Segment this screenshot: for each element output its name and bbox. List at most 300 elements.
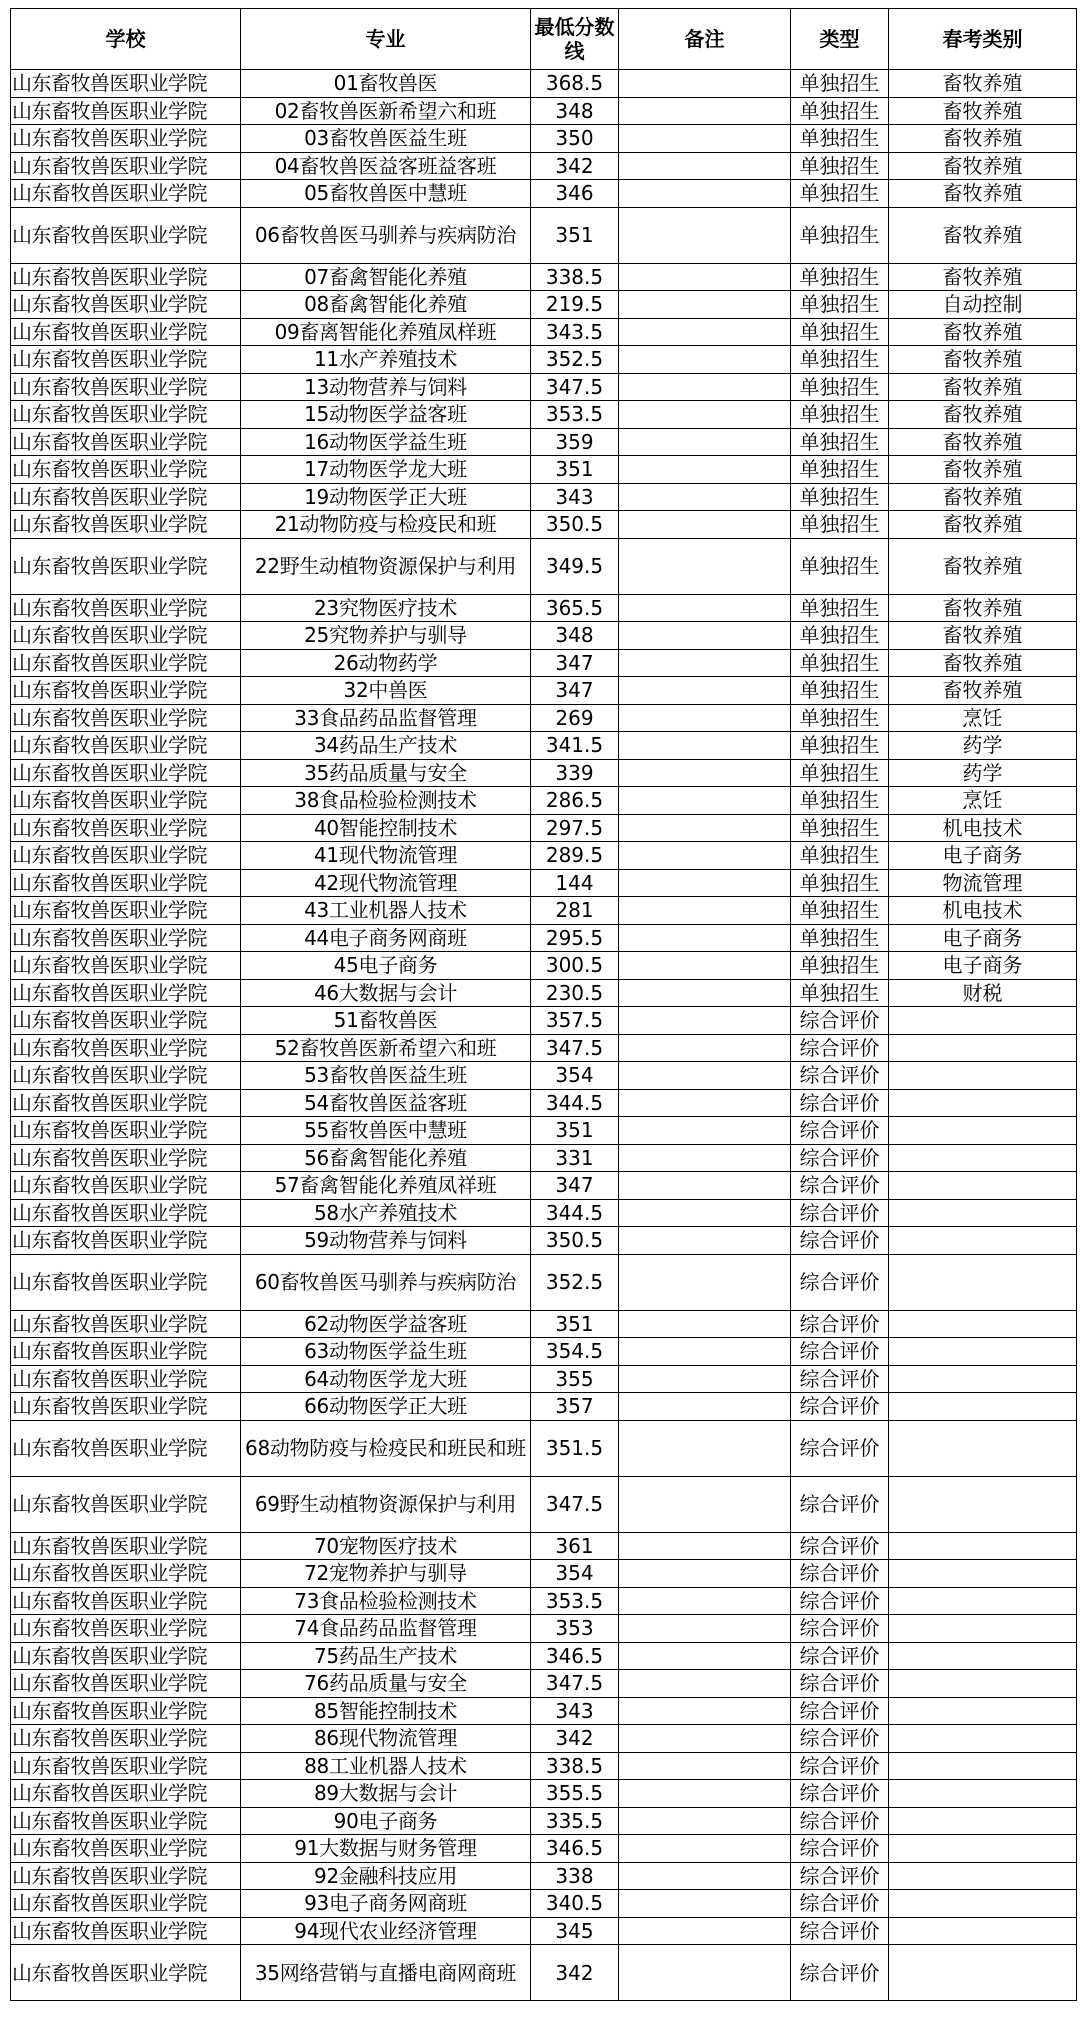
cell-remark [619, 207, 791, 263]
cell-school: 山东畜牧兽医职业学院 [11, 456, 241, 484]
cell-category [889, 1945, 1077, 2001]
cell-category: 畜牧养殖 [889, 180, 1077, 208]
cell-score: 340.5 [531, 1890, 619, 1918]
cell-school: 山东畜牧兽医职业学院 [11, 538, 241, 594]
cell-major: 89大数据与会计 [241, 1780, 531, 1808]
cell-score: 357.5 [531, 1007, 619, 1035]
cell-remark [619, 1697, 791, 1725]
table-body [11, 70, 1077, 2001]
cell-type: 单独招生 [791, 346, 889, 374]
cell-type: 综合评价 [791, 1199, 889, 1227]
cell-type: 单独招生 [791, 373, 889, 401]
cell-category: 畜牧养殖 [889, 152, 1077, 180]
cell-major: 15动物医学益客班 [241, 401, 531, 429]
table-row [11, 125, 1077, 153]
table-row [11, 842, 1077, 870]
cell-score: 353.5 [531, 1587, 619, 1615]
cell-type: 综合评价 [791, 1476, 889, 1532]
cell-category: 电子商务 [889, 924, 1077, 952]
table-row [11, 1227, 1077, 1255]
table-row [11, 1752, 1077, 1780]
table-row [11, 1007, 1077, 1035]
table-row [11, 869, 1077, 897]
cell-remark [619, 152, 791, 180]
cell-score: 344.5 [531, 1199, 619, 1227]
cell-major: 70宠物医疗技术 [241, 1532, 531, 1560]
table-row [11, 1780, 1077, 1808]
table-row [11, 1254, 1077, 1310]
cell-remark [619, 1835, 791, 1863]
cell-major: 91大数据与财务管理 [241, 1835, 531, 1863]
cell-school: 山东畜牧兽医职业学院 [11, 1144, 241, 1172]
cell-type: 单独招生 [791, 594, 889, 622]
cell-major: 13动物营养与饲料 [241, 373, 531, 401]
cell-type: 单独招生 [791, 263, 889, 291]
table-row [11, 346, 1077, 374]
cell-type: 单独招生 [791, 152, 889, 180]
cell-type: 综合评价 [791, 1752, 889, 1780]
table-row [11, 1338, 1077, 1366]
cell-major: 25究物养护与驯导 [241, 622, 531, 650]
cell-score: 335.5 [531, 1807, 619, 1835]
cell-score: 348 [531, 622, 619, 650]
cell-type: 单独招生 [791, 97, 889, 125]
cell-score: 346.5 [531, 1642, 619, 1670]
cell-major: 94现代农业经济管理 [241, 1917, 531, 1945]
cell-score: 331 [531, 1144, 619, 1172]
table-row [11, 1393, 1077, 1421]
cell-school: 山东畜牧兽医职业学院 [11, 263, 241, 291]
cell-school: 山东畜牧兽医职业学院 [11, 1365, 241, 1393]
cell-remark [619, 1254, 791, 1310]
cell-score: 354 [531, 1560, 619, 1588]
cell-type: 单独招生 [791, 979, 889, 1007]
table-row [11, 97, 1077, 125]
cell-type: 单独招生 [791, 511, 889, 539]
cell-remark [619, 1670, 791, 1698]
table-row [11, 1034, 1077, 1062]
cell-score: 144 [531, 869, 619, 897]
cell-category [889, 1227, 1077, 1255]
table-row [11, 1807, 1077, 1835]
cell-category [889, 1780, 1077, 1808]
cell-category: 烹饪 [889, 704, 1077, 732]
cell-school: 山东畜牧兽医职业学院 [11, 1670, 241, 1698]
cell-major: 52畜牧兽医新希望六和班 [241, 1034, 531, 1062]
cell-remark [619, 318, 791, 346]
cell-type: 单独招生 [791, 897, 889, 925]
cell-major: 35网络营销与直播电商网商班 [241, 1945, 531, 2001]
cell-remark [619, 1172, 791, 1200]
cell-category: 机电技术 [889, 897, 1077, 925]
table-row [11, 180, 1077, 208]
table-row [11, 924, 1077, 952]
cell-major: 75药品生产技术 [241, 1642, 531, 1670]
cell-remark [619, 1476, 791, 1532]
cell-category: 畜牧养殖 [889, 511, 1077, 539]
cell-category [889, 1725, 1077, 1753]
cell-school: 山东畜牧兽医职业学院 [11, 1034, 241, 1062]
cell-category: 畜牧养殖 [889, 649, 1077, 677]
cell-school: 山东畜牧兽医职业学院 [11, 1007, 241, 1035]
table-row [11, 538, 1077, 594]
cell-school: 山东畜牧兽医职业学院 [11, 70, 241, 98]
cell-remark [619, 97, 791, 125]
table-row [11, 511, 1077, 539]
cell-score: 368.5 [531, 70, 619, 98]
cell-type: 单独招生 [791, 318, 889, 346]
table-row [11, 1642, 1077, 1670]
cell-remark [619, 1752, 791, 1780]
cell-school: 山东畜牧兽医职业学院 [11, 1199, 241, 1227]
cell-remark [619, 594, 791, 622]
cell-type: 单独招生 [791, 622, 889, 650]
cell-type: 综合评价 [791, 1310, 889, 1338]
cell-major: 34药品生产技术 [241, 732, 531, 760]
cell-score: 342 [531, 1945, 619, 2001]
cell-remark [619, 1062, 791, 1090]
cell-type: 综合评价 [791, 1393, 889, 1421]
cell-major: 55畜牧兽医中慧班 [241, 1117, 531, 1145]
table-row [11, 1862, 1077, 1890]
cell-major: 09畜离智能化养殖凤样班 [241, 318, 531, 346]
cell-type: 单独招生 [791, 428, 889, 456]
cell-score: 338.5 [531, 263, 619, 291]
table-row [11, 1144, 1077, 1172]
cell-type: 综合评价 [791, 1365, 889, 1393]
table-row [11, 1587, 1077, 1615]
table-row [11, 207, 1077, 263]
cell-school: 山东畜牧兽医职业学院 [11, 346, 241, 374]
table-row [11, 401, 1077, 429]
cell-category: 畜牧养殖 [889, 70, 1077, 98]
table-row [11, 897, 1077, 925]
table-row [11, 318, 1077, 346]
cell-type: 单独招生 [791, 814, 889, 842]
table-row [11, 1310, 1077, 1338]
table-row [11, 1532, 1077, 1560]
cell-remark [619, 1420, 791, 1476]
cell-type: 综合评价 [791, 1807, 889, 1835]
cell-major: 06畜牧兽医马驯养与疾病防治 [241, 207, 531, 263]
cell-category [889, 1199, 1077, 1227]
cell-major: 73食品检验检测技术 [241, 1587, 531, 1615]
cell-score: 297.5 [531, 814, 619, 842]
cell-school: 山东畜牧兽医职业学院 [11, 1420, 241, 1476]
table-row [11, 814, 1077, 842]
cell-remark [619, 1089, 791, 1117]
cell-score: 355 [531, 1365, 619, 1393]
cell-category: 畜牧养殖 [889, 538, 1077, 594]
cell-major: 21动物防疫与检疫民和班 [241, 511, 531, 539]
cell-major: 64动物医学龙大班 [241, 1365, 531, 1393]
cell-remark [619, 538, 791, 594]
cell-remark [619, 1807, 791, 1835]
table-row [11, 677, 1077, 705]
cell-score: 338.5 [531, 1752, 619, 1780]
header-remarks: 备注 [619, 9, 791, 70]
cell-category [889, 1089, 1077, 1117]
cell-major: 93电子商务网商班 [241, 1890, 531, 1918]
cell-school: 山东畜牧兽医职业学院 [11, 1917, 241, 1945]
cell-school: 山东畜牧兽医职业学院 [11, 1338, 241, 1366]
cell-category [889, 1172, 1077, 1200]
cell-score: 347.5 [531, 373, 619, 401]
cell-category [889, 1835, 1077, 1863]
cell-score: 346.5 [531, 1835, 619, 1863]
cell-school: 山东畜牧兽医职业学院 [11, 622, 241, 650]
cell-score: 343 [531, 1697, 619, 1725]
cell-major: 58水产养殖技术 [241, 1199, 531, 1227]
cell-score: 219.5 [531, 291, 619, 319]
cell-remark [619, 979, 791, 1007]
cell-school: 山东畜牧兽医职业学院 [11, 318, 241, 346]
cell-major: 54畜牧兽医益客班 [241, 1089, 531, 1117]
table-row [11, 1697, 1077, 1725]
cell-school: 山东畜牧兽医职业学院 [11, 1227, 241, 1255]
cell-school: 山东畜牧兽医职业学院 [11, 1642, 241, 1670]
cell-school: 山东畜牧兽医职业学院 [11, 152, 241, 180]
cell-score: 286.5 [531, 787, 619, 815]
cell-major: 35药品质量与安全 [241, 759, 531, 787]
cell-remark [619, 677, 791, 705]
cell-remark [619, 346, 791, 374]
cell-score: 357 [531, 1393, 619, 1421]
cell-school: 山东畜牧兽医职业学院 [11, 1697, 241, 1725]
cell-major: 60畜牧兽医马驯养与疾病防治 [241, 1254, 531, 1310]
cell-school: 山东畜牧兽医职业学院 [11, 483, 241, 511]
cell-remark [619, 1117, 791, 1145]
cell-score: 351 [531, 207, 619, 263]
cell-remark [619, 1007, 791, 1035]
cell-remark [619, 924, 791, 952]
cell-major: 23究物医疗技术 [241, 594, 531, 622]
table-row [11, 263, 1077, 291]
cell-type: 单独招生 [791, 732, 889, 760]
cell-type: 单独招生 [791, 401, 889, 429]
cell-type: 单独招生 [791, 483, 889, 511]
cell-school: 山东畜牧兽医职业学院 [11, 869, 241, 897]
cell-type: 综合评价 [791, 1089, 889, 1117]
cell-school: 山东畜牧兽医职业学院 [11, 1172, 241, 1200]
cell-type: 单独招生 [791, 291, 889, 319]
cell-school: 山东畜牧兽医职业学院 [11, 511, 241, 539]
cell-category [889, 1476, 1077, 1532]
cell-school: 山东畜牧兽医职业学院 [11, 1254, 241, 1310]
cell-remark [619, 842, 791, 870]
cell-school: 山东畜牧兽医职业学院 [11, 401, 241, 429]
cell-category [889, 1670, 1077, 1698]
cell-major: 72宠物养护与驯导 [241, 1560, 531, 1588]
cell-school: 山东畜牧兽医职业学院 [11, 1117, 241, 1145]
cell-category: 畜牧养殖 [889, 456, 1077, 484]
cell-major: 69野生动植物资源保护与利用 [241, 1476, 531, 1532]
cell-school: 山东畜牧兽医职业学院 [11, 924, 241, 952]
cell-remark [619, 1917, 791, 1945]
cell-remark [619, 814, 791, 842]
cell-type: 综合评价 [791, 1615, 889, 1643]
cell-major: 42现代物流管理 [241, 869, 531, 897]
cell-remark [619, 1532, 791, 1560]
cell-category [889, 1862, 1077, 1890]
cell-major: 22野生动植物资源保护与利用 [241, 538, 531, 594]
cell-type: 综合评价 [791, 1670, 889, 1698]
cell-category [889, 1254, 1077, 1310]
cell-school: 山东畜牧兽医职业学院 [11, 1560, 241, 1588]
cell-remark [619, 401, 791, 429]
table-row [11, 70, 1077, 98]
cell-remark [619, 1945, 791, 2001]
cell-category: 自动控制 [889, 291, 1077, 319]
cell-type: 综合评价 [791, 1254, 889, 1310]
cell-category [889, 1007, 1077, 1035]
admission-score-table [10, 8, 1077, 2001]
cell-major: 51畜牧兽医 [241, 1007, 531, 1035]
cell-category [889, 1310, 1077, 1338]
cell-school: 山东畜牧兽医职业学院 [11, 1835, 241, 1863]
cell-major: 07畜禽智能化养殖 [241, 263, 531, 291]
cell-score: 347 [531, 1172, 619, 1200]
cell-major: 85智能控制技术 [241, 1697, 531, 1725]
cell-type: 单独招生 [791, 787, 889, 815]
cell-school: 山东畜牧兽医职业学院 [11, 759, 241, 787]
cell-school: 山东畜牧兽医职业学院 [11, 594, 241, 622]
cell-category: 畜牧养殖 [889, 677, 1077, 705]
cell-score: 348 [531, 97, 619, 125]
cell-score: 342 [531, 152, 619, 180]
cell-major: 05畜牧兽医中慧班 [241, 180, 531, 208]
cell-category: 物流管理 [889, 869, 1077, 897]
cell-major: 01畜牧兽医 [241, 70, 531, 98]
cell-major: 92金融科技应用 [241, 1862, 531, 1890]
table-row [11, 1917, 1077, 1945]
table-row [11, 1560, 1077, 1588]
table-row [11, 1172, 1077, 1200]
cell-major: 02畜牧兽医新希望六和班 [241, 97, 531, 125]
cell-score: 347 [531, 677, 619, 705]
table-row [11, 1615, 1077, 1643]
cell-school: 山东畜牧兽医职业学院 [11, 1890, 241, 1918]
header-major: 专业 [241, 9, 531, 70]
cell-category [889, 1117, 1077, 1145]
cell-type: 综合评价 [791, 1780, 889, 1808]
header-row [11, 9, 1077, 70]
cell-remark [619, 180, 791, 208]
cell-category: 畜牧养殖 [889, 263, 1077, 291]
cell-score: 359 [531, 428, 619, 456]
cell-category: 药学 [889, 732, 1077, 760]
cell-school: 山东畜牧兽医职业学院 [11, 428, 241, 456]
cell-score: 353 [531, 1615, 619, 1643]
cell-category: 药学 [889, 759, 1077, 787]
cell-remark [619, 1338, 791, 1366]
cell-category: 畜牧养殖 [889, 428, 1077, 456]
cell-remark [619, 511, 791, 539]
cell-school: 山东畜牧兽医职业学院 [11, 704, 241, 732]
table-row [11, 1670, 1077, 1698]
cell-score: 300.5 [531, 952, 619, 980]
table-row [11, 1089, 1077, 1117]
cell-score: 351 [531, 1310, 619, 1338]
cell-major: 03畜牧兽医益生班 [241, 125, 531, 153]
cell-remark [619, 483, 791, 511]
cell-remark [619, 1780, 791, 1808]
cell-remark [619, 1310, 791, 1338]
table-row [11, 1890, 1077, 1918]
table-row [11, 759, 1077, 787]
cell-remark [619, 759, 791, 787]
cell-school: 山东畜牧兽医职业学院 [11, 1062, 241, 1090]
cell-score: 230.5 [531, 979, 619, 1007]
cell-type: 综合评价 [791, 1420, 889, 1476]
cell-category: 电子商务 [889, 952, 1077, 980]
cell-type: 综合评价 [791, 1835, 889, 1863]
cell-remark [619, 263, 791, 291]
cell-type: 单独招生 [791, 649, 889, 677]
cell-score: 351 [531, 1117, 619, 1145]
cell-category [889, 1615, 1077, 1643]
cell-score: 295.5 [531, 924, 619, 952]
cell-type: 综合评价 [791, 1890, 889, 1918]
cell-remark [619, 1642, 791, 1670]
table-row [11, 649, 1077, 677]
cell-remark [619, 622, 791, 650]
cell-type: 单独招生 [791, 704, 889, 732]
table-row [11, 622, 1077, 650]
cell-category [889, 1062, 1077, 1090]
cell-major: 41现代物流管理 [241, 842, 531, 870]
cell-major: 19动物医学正大班 [241, 483, 531, 511]
cell-major: 56畜禽智能化养殖 [241, 1144, 531, 1172]
cell-remark [619, 1227, 791, 1255]
cell-remark [619, 1890, 791, 1918]
cell-type: 综合评价 [791, 1532, 889, 1560]
cell-remark [619, 1862, 791, 1890]
cell-remark [619, 869, 791, 897]
table-row [11, 1062, 1077, 1090]
cell-score: 343.5 [531, 318, 619, 346]
cell-remark [619, 897, 791, 925]
table-row [11, 952, 1077, 980]
cell-remark [619, 1365, 791, 1393]
cell-score: 354 [531, 1062, 619, 1090]
cell-category [889, 1587, 1077, 1615]
cell-major: 53畜牧兽医益生班 [241, 1062, 531, 1090]
cell-school: 山东畜牧兽医职业学院 [11, 1807, 241, 1835]
cell-score: 350.5 [531, 1227, 619, 1255]
cell-category: 畜牧养殖 [889, 373, 1077, 401]
cell-type: 综合评价 [791, 1062, 889, 1090]
cell-major: 04畜牧兽医益客班益客班 [241, 152, 531, 180]
cell-score: 361 [531, 1532, 619, 1560]
cell-major: 57畜禽智能化养殖凤祥班 [241, 1172, 531, 1200]
cell-remark [619, 70, 791, 98]
cell-remark [619, 649, 791, 677]
cell-score: 350.5 [531, 511, 619, 539]
cell-score: 355.5 [531, 1780, 619, 1808]
table-row [11, 787, 1077, 815]
cell-score: 353.5 [531, 401, 619, 429]
cell-school: 山东畜牧兽医职业学院 [11, 952, 241, 980]
cell-remark [619, 1725, 791, 1753]
cell-type: 综合评价 [791, 1560, 889, 1588]
cell-type: 单独招生 [791, 842, 889, 870]
cell-major: 68动物防疫与检疫民和班民和班 [241, 1420, 531, 1476]
cell-major: 16动物医学益生班 [241, 428, 531, 456]
cell-category [889, 1365, 1077, 1393]
cell-major: 74食品药品监督管理 [241, 1615, 531, 1643]
cell-score: 349.5 [531, 538, 619, 594]
